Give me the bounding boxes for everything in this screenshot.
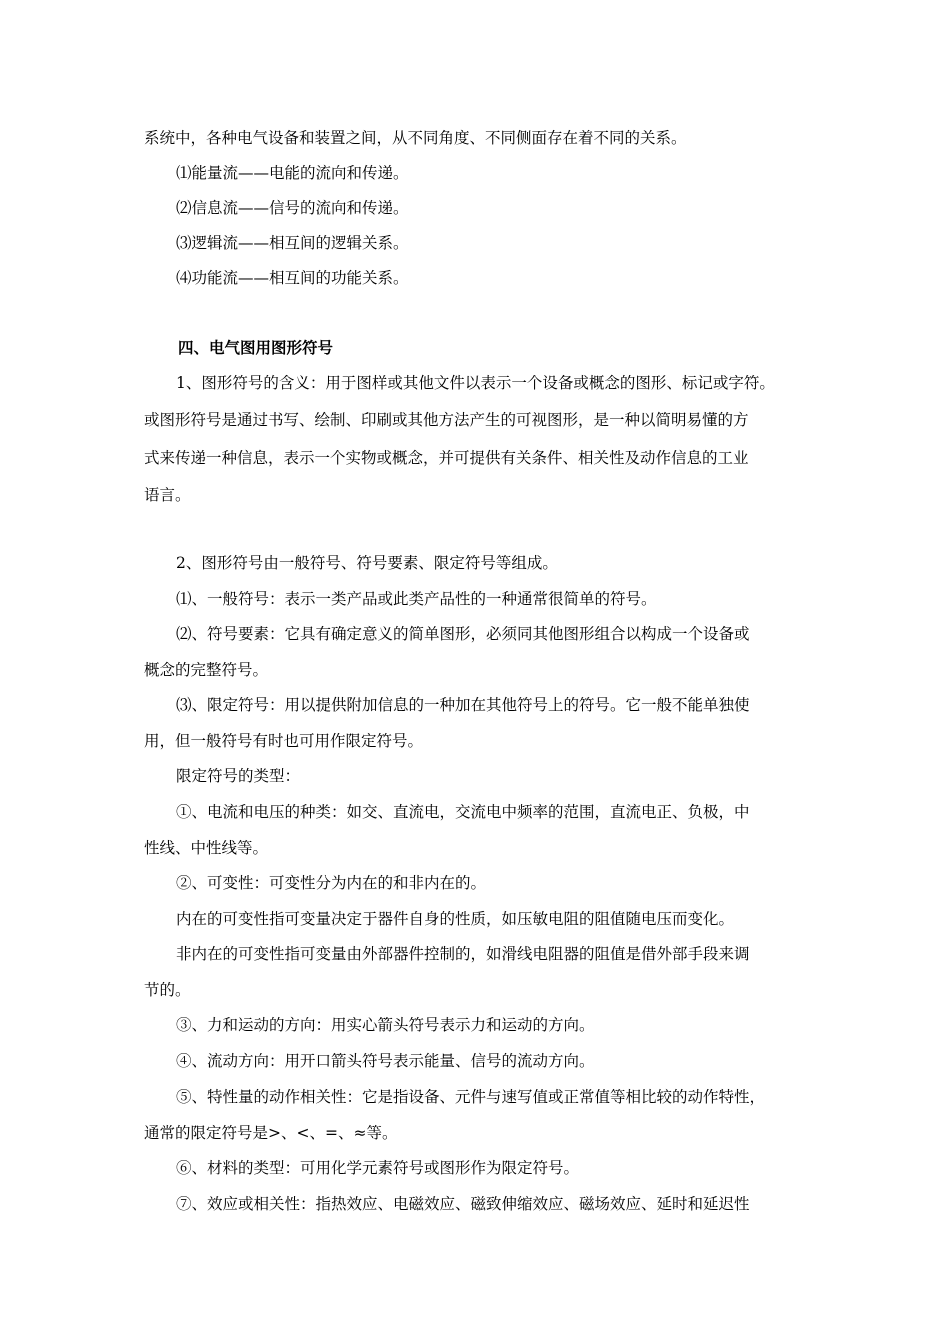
paragraph-line: ⑦、效应或相关性：指热效应、电磁效应、磁致伸缩效应、磁场效应、延时和延迟性 bbox=[176, 1195, 750, 1213]
paragraph-line: ④、流动方向：用开口箭头符号表示能量、信号的流动方向。 bbox=[176, 1052, 595, 1070]
paragraph-line: 性线、中性线等。 bbox=[144, 839, 269, 857]
paragraph-line: ⑴、一般符号：表示一类产品或此类产品性的一种通常很简单的符号。 bbox=[176, 590, 657, 608]
flow-item: ⑴能量流——电能的流向和传递。 bbox=[176, 164, 409, 182]
paragraph-line: 语言。 bbox=[144, 486, 191, 504]
paragraph-line: ⑶、限定符号：用以提供附加信息的一种加在其他符号上的符号。它一般不能单独使 bbox=[176, 696, 750, 714]
flow-item: ⑶逻辑流——相互间的逻辑关系。 bbox=[176, 234, 409, 252]
paragraph-line: ⑥、材料的类型：可用化学元素符号或图形作为限定符号。 bbox=[176, 1159, 580, 1177]
paragraph-line: ②、可变性：可变性分为内在的和非内在的。 bbox=[176, 874, 487, 892]
paragraph-line: 节的。 bbox=[144, 981, 191, 999]
paragraph-line: 用，但一般符号有时也可用作限定符号。 bbox=[144, 732, 424, 750]
flow-item: ⑵信息流——信号的流向和传递。 bbox=[176, 199, 409, 217]
paragraph-line: ⑵、符号要素：它具有确定意义的简单图形，必须同其他图形组合以构成一个设备或 bbox=[176, 625, 750, 643]
paragraph-line: 内在的可变性指可变量决定于器件自身的性质，如压敏电阻的阻值随电压而变化。 bbox=[176, 910, 735, 928]
paragraph-line: 或图形符号是通过书写、绘制、印刷或其他方法产生的可视图形，是一种以简明易懂的方 bbox=[144, 411, 749, 429]
paragraph-line: 限定符号的类型： bbox=[176, 767, 301, 785]
paragraph-line: 概念的完整符号。 bbox=[144, 661, 269, 679]
paragraph-line: 通常的限定符号是>、<、=、≈等。 bbox=[144, 1124, 398, 1142]
section-heading: 四、电气图用图形符号 bbox=[178, 339, 334, 357]
paragraph-line: ③、力和运动的方向：用实心箭头符号表示力和运动的方向。 bbox=[176, 1016, 595, 1034]
paragraph-line: 非内在的可变性指可变量由外部器件控制的，如滑线电阻器的阻值是借外部手段来调 bbox=[176, 945, 750, 963]
paragraph-line: ①、电流和电压的种类：如交、直流电，交流电中频率的范围，直流电正、负极，中 bbox=[176, 803, 750, 821]
intro-line: 系统中，各种电气设备和装置之间，从不同角度、不同侧面存在着不同的关系。 bbox=[144, 129, 687, 147]
paragraph-line: ⑤、特性量的动作相关性：它是指设备、元件与速写值或正常值等相比较的动作特性， bbox=[176, 1088, 766, 1106]
paragraph-line: 式来传递一种信息，表示一个实物或概念，并可提供有关条件、相关性及动作信息的工业 bbox=[144, 449, 749, 467]
paragraph-line: 1、图形符号的含义：用于图样或其他文件以表示一个设备或概念的图形、标记或字符。 bbox=[176, 374, 775, 392]
paragraph-line: 2、图形符号由一般符号、符号要素、限定符号等组成。 bbox=[176, 554, 558, 572]
flow-item: ⑷功能流——相互间的功能关系。 bbox=[176, 269, 409, 287]
